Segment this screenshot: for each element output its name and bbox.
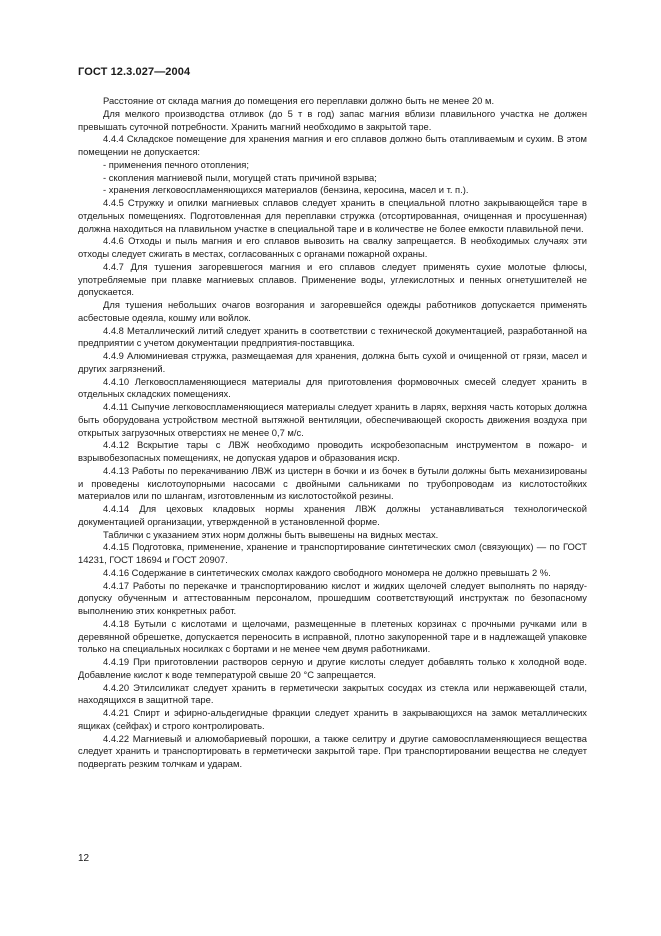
paragraph: Расстояние от склада магния до помещения его переплавки должно быть не менее 20 м.	[103, 95, 495, 106]
paragraph-4-4-22: 4.4.22 Магниевый и алюмобариевый порошки, а также селитру и другие самовоспламеняющиеся вещества следует хранить и транспортировать в герметически закрытой таре. При транспортировании вещества не следует подвергать резким толчкам и ударам.	[78, 732, 587, 769]
paragraph-4-4-9: 4.4.9 Алюминиевая стружка, размещаемая для хранения, должна быть сухой и очищенной от грязи, масел и других загрязнений.	[78, 350, 587, 374]
paragraph-4-4-10: 4.4.10 Легковоспламеняющиеся материалы для приготовления формовочных смесей следует хранить в отдельных складских помещениях.	[78, 375, 587, 400]
paragraph-4-4-19: 4.4.19 При приготовлении растворов серную и другие кислоты следует добавлять только к холодной воде. Добавление кислот к воде температурой свыше 20 °С запрещается.	[78, 656, 587, 680]
paragraph-4-4-15: 4.4.15 Подготовка, применение, хранение и транспортирование синтетических смол (связующих) — по ГОСТ 14231, ГОСТ 18694 и ГОСТ 20907.	[78, 541, 587, 565]
list-item: - применения печного отопления;	[103, 158, 249, 170]
paragraph-4-4-17: 4.4.17 Работы по перекачке и транспортированию кислот и жидких щелочей следует выполнять по наряду-допуску обученным и аттестованным персоналом, прошедшим соответствующий инструктаж по безопасному выполнению этих конкретных работ.	[78, 579, 587, 616]
paragraph-4-4-21: 4.4.21 Спирт и эфирно-альдегидные фракции следует хранить в закрывающихся на замок металлических ящиках (сейфах) и строго контролировать.	[78, 707, 587, 731]
page-number: 12	[78, 853, 90, 864]
paragraph-4-4-4: 4.4.4 Складское помещение для хранения магния и его сплавов должно быть отапливаемым и сухим. В этом помещении не допускается:	[78, 133, 587, 157]
paragraph-4-4-18: 4.4.18 Бутыли с кислотами и щелочами, размещенные в плетеных корзинах с прочными ручками или в деревянной обрешетке, допускается переносить в исправной, плотно закупоренной таре и в надлежащей упаковке только на специальных носилках с бортами и не менее чем двумя работниками.	[78, 617, 587, 655]
list-item: - хранения легковоспламеняющихся материалов (бензина, керосина, масел и т. п.).	[103, 184, 469, 196]
paragraph-4-4-13: 4.4.13 Работы по перекачиванию ЛВЖ из цистерн в бочки и из бочек в бутыли должны быть механизированы и проведены кислотоупорными насосами с двойными сальниками по трубопроводам из кислотостойких материалов или по шлангам, изготовленным из кислотостойкой резины.	[78, 464, 587, 502]
document-header: ГОСТ 12.3.027—2004	[78, 66, 191, 78]
paragraph: Для тушения небольших очагов возгорания и загоревшейся одежды работников допускается применять асбестовые одеяла, кошму или войлок.	[78, 299, 587, 323]
document-body	[78, 95, 587, 771]
paragraph-4-4-11: 4.4.11 Сыпучие легковоспламеняющиеся материалы следует хранить в ларях, верхняя часть которых должна быть оборудована устройством местной вытяжной вентиляции, обеспечивающей скорость движения воздуха при открытых загрузочных отверстиях не менее 0,7 м/с.	[78, 401, 587, 438]
paragraph-4-4-5: 4.4.5 Стружку и опилки магниевых сплавов следует хранить в специальной плотно закрывающейся таре в отдельных помещениях. Подготовленная для переплавки стружка (отсортированная, очищенная и просушенная) должна находиться на плавильном участке в специальной таре и в количестве не более емкости плавильной печи.	[78, 197, 587, 234]
paragraph: Таблички с указанием этих норм должны быть вывешены на видных местах.	[103, 528, 439, 540]
paragraph-4-4-20: 4.4.20 Этилсиликат следует хранить в герметически закрытых сосудах из стекла или нержавеющей стали, находящихся в защитной таре.	[78, 681, 587, 706]
paragraph-4-4-6: 4.4.6 Отходы и пыль магния и его сплавов вывозить на свалку запрещается. В необходимых случаях эти отходы следует сжигать в местах, согласованных с органами пожарной охраны.	[78, 235, 587, 259]
paragraph-4-4-7: 4.4.7 Для тушения загоревшегося магния и его сплавов следует применять сухие молотые флюсы, употребляемые при плавке магниевых сплавов. Применение воды, углекислотных и пенных огнетушителей не допускается.	[78, 260, 587, 298]
paragraph-4-4-8: 4.4.8 Металлический литий следует хранить в соответствии с технической документацией, разработанной на предприятии с учетом документации предприятия-поставщика.	[78, 324, 587, 349]
paragraph-4-4-14: 4.4.14 Для цеховых кладовых нормы хранения ЛВЖ должны устанавливаться технологической документацией организации, утвержденной в установленной форме.	[78, 503, 587, 527]
list-item: - скопления магниевой пыли, могущей стать причиной взрыва;	[103, 171, 377, 183]
paragraph: Для мелкого производства отливок (до 5 т в год) запас магния вблизи плавильного участка не должен превышать суточной потребности. Хранить магний необходимо в закрытой таре.	[78, 107, 587, 132]
paragraph-4-4-12: 4.4.12 Вскрытие тары с ЛВЖ необходимо проводить искробезопасным инструментом в пожаро- и взрывобезопасных помещениях, не допуская ударов и образования искр.	[78, 439, 587, 463]
paragraph-4-4-16: 4.4.16 Содержание в синтетических смолах каждого свободного мономера не должно превышать 2 %.	[103, 566, 551, 578]
